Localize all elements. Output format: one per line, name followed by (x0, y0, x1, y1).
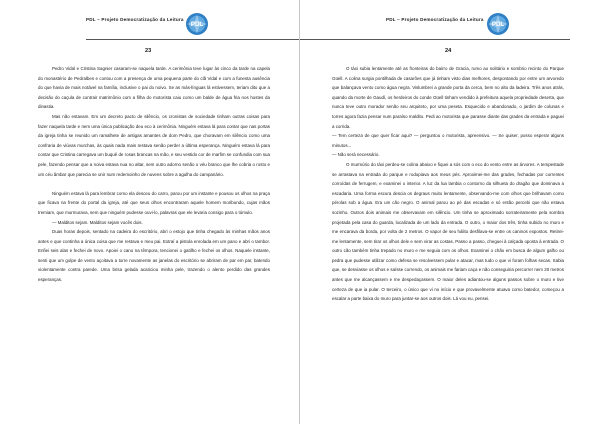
page-header (300, 11, 600, 37)
paragraph: — Não será necessário. (332, 152, 380, 158)
page-number: 24 (445, 48, 452, 54)
header-rule (86, 39, 299, 40)
page-header (0, 11, 299, 37)
paragraph: — Tem certeza de que quer ficar aqui? — perguntou o motorista, apreensivo. — Se quiser, posso esperar alguns minutos... (332, 133, 564, 148)
right-page (300, 0, 600, 424)
paragraph: O murmúrio do táxi perdeu-se colina abaixo e fiquei a sós com o eco do vento entre as árvores. A tempestade se arrastava na entrada do parque e rodopiava aos meus pés. Aproximei-me das grades, fechadas por correntes corroídas de ferrugem, e examinei o interior. A luz da lua lambia o contorno da silhueta do dragão que dominava a escadaria. Uma forma escura descia os degraus muito lentamente, observando-me com olhos que brilhavam como pérolas sob a água. Era um cão negro. O animal parou ao pé das escadas e só então percebi que não estava sozinho. Outros dois animais me observavam em silêncio. Um tinha se aproximado sorrateiramente pela sombra projetada pela casa do guarda, localizada de um lado da entrada. O outro, o maior dos três, tinha subido no muro e me encarava da borda, por volta de 2 metros. O vapor de seu hálito desfilava-se entre os caninos expostos. Retirei-me lentamente, sem tirar os olhos dele e sem virar as costas. Passo a passo, cheguei à calçada oposta à entrada. O outro cão também tinha trepado no muro e me seguia com os olhos. Examinei o chão em busca de algum galho ou pedra que pudesse utilizar como defesa se resolvessem pular e atacar, mas tudo o que vi foram folhas secas. Sabia que, se desviasse os olhos e saísse correndo, os animais me fariam caça e não conseguiria percorrer nem 20 metros antes que me alcançassem e me despedaçassem. O maior deles adiantou-se alguns passos sobre o muro e tive certeza de que ia pular. O terceiro, o único que vi no início e que provavelmente atuava como batedor, começou a escalar a parte baixa do muro para juntar-se aos outros dois. Lá vou eu, pensei. (332, 161, 564, 302)
paragraph: — Malditos sejam. Malditos sejam vocês dois. (52, 219, 143, 225)
header-title: PDL – Projeto Democratização da Leitura (86, 17, 184, 22)
paragraph: Pedro Vidal e Cristina Sagnier casaram-se naquela tarde. A cerimônia teve lugar às cinco da tarde na capela do monastério de Pedralbes e contou com a presença de uma pequena parte do clã Vidal e com a funesta ausência do que havia de mais notável na família, inclusive o pai do noivo. Se as más-línguas lá estivessem, teriam dito que a decisão do caçula de contrair matrimônio com a filha do motorista caiu como um balde de água fria nos hostes da dinastia. (38, 66, 270, 110)
header-title: PDL – Projeto Democratização da Leitura (386, 17, 484, 22)
pdl-logo-icon (185, 12, 209, 36)
header-rule (300, 39, 570, 40)
paragraph: Mas não estavam. Em um decreto pacto de silêncio, os cronistas de sociedade tinham outras coisas para fazer naquela tarde e nem uma única publicação deu eco à cerimônia. Ninguém estava lá para contar que nas portas da igreja tinha se reunido um ramalhete de antigas amantes de dom Pedro, que choravam em silêncio como uma confraria de viúvas murchas, às quais nada mais restava senão perder a última esperança. Ninguém estava lá para contar que Cristina carregava um buquê de rosas brancas na mão, e seu vestido cor de marfim se confundia com sua pele, fazendo pensar que a noiva estava nua no altar, sem outro adorno senão o véu branco que lhe cobria o rosto e um céu âmbar que parecia se unir num redemoinho de nuvens sobre a agulha do campanário. (38, 113, 270, 177)
page-body (332, 64, 564, 304)
paragraph: Duas horas depois, sentado na cadeira do escritório, abri o estojo que tinha chegado às minhas mãos anos antes e que continha a única coisa que me restava e meu pai. Extraí a pistola enrolada em um pano e abri o tambor. Enfiei seis alas e fechei de novo. Apoiei o cano na têmpora, tencionei o gatilho e fechei os olhos. Naquele instante, senti que um golpe de vento açoitava a torre novamente as janelas do escritório se abriram de par em par, batendo violentamente contra parede. Uma brisa gelada acariciou minha pele, trazendo o alento perdido das grandes esperanças. (38, 229, 270, 283)
svg-text:PDL: PDL (491, 21, 505, 29)
page-body (38, 64, 270, 285)
paragraph: O táxi subia lentamente até as fronteiras do bairro de Gracia, rumo ao solitário e sombrio recinto do Parque Güell. A colina surgia pontilhada de casarões que já tinham visto dias melhores, despontando por entre um arvoredo que balançava vento como água negra. Vislumbrei a grande porta da cerca, bem no alto da ladeira. Três anos atrás, quando da morte de Gaudí, os herdeiros do conde Güell tinham vendido à prefeitura aquela propriedade deserta, que nunca teve outro morador senão seu arquiteto, por uma peseta. Esquecido e abandonado, o jardim de colunas e torres agora fazia pensar num paraíso maldito. Pedi ao motorista que parasse diante das grades da entrada e paguei a corrida. (332, 66, 564, 129)
page-number: 23 (145, 48, 152, 54)
svg-text:PDL: PDL (190, 21, 204, 29)
paragraph: Ninguém estava lá para lembrar como ela desceu do carro, parou por um instante e pousou os olhos na praça que ficava na frente do portal da igreja, até que seus olhos encontraram aquele homem moribundo, cujas mãos tremiam, que murmurava, sem que ninguém pudesse ouvi-lo, palavras que ele levaria consigo para o túmulo. (38, 190, 270, 215)
pdl-logo-icon (486, 12, 510, 36)
